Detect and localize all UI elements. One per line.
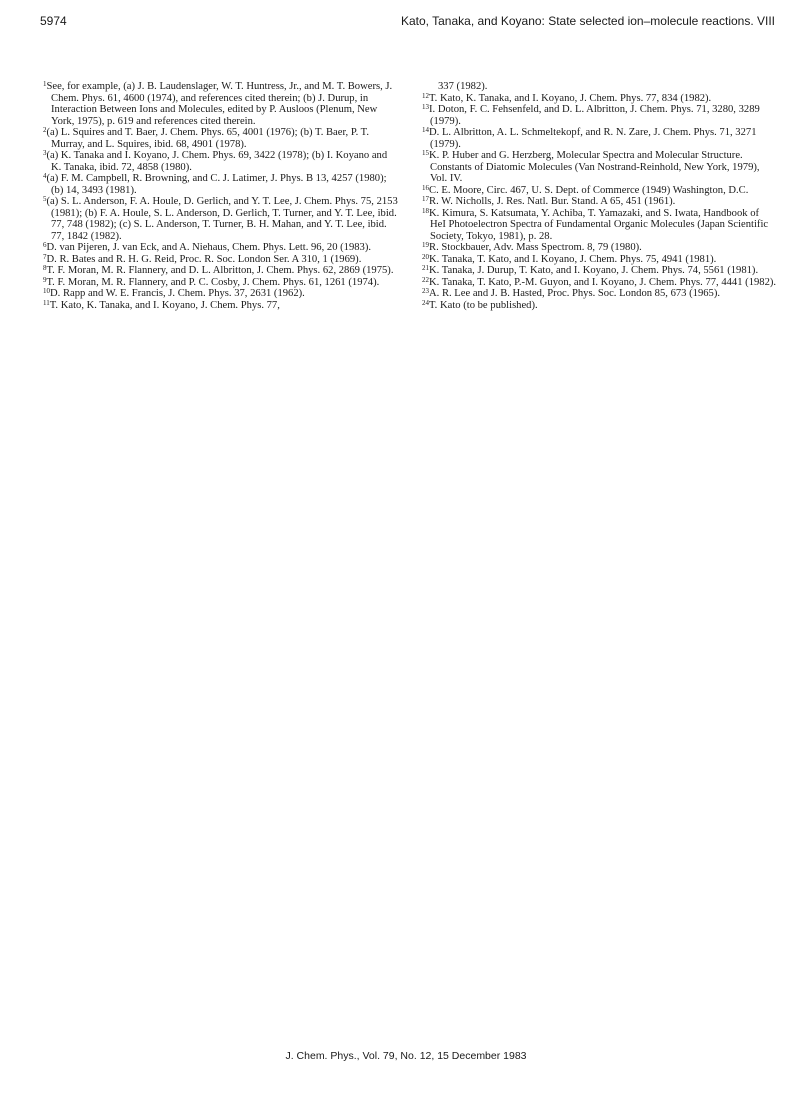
reference-item: $^{16}$C. E. Moore, Circ. 467, U. S. Dept. of Commerce (1949) Washington, D.C. bbox=[422, 183, 749, 196]
reference-item: $^{18}$K. Kimura, S. Katsumata, Y. Achiba, T. Yamazaki, and S. Iwata, Handbook of HeI Photoelectron Spectra of Fundamental Organic Molecules (Japan Scientific Society, Tokyo, 1981), p. 28. bbox=[422, 206, 769, 242]
page-number: 5974 bbox=[40, 14, 67, 28]
reference-item: $^{21}$K. Tanaka, J. Durup, T. Kato, and I. Koyano, J. Chem. Phys. 74, 5561 (1981). bbox=[422, 264, 759, 276]
reference-item: $^3$(a) K. Tanaka and I. Koyano, J. Chem. Phys. 69, 3422 (1978); (b) I. Koyano and K. Tanaka, ibid. 72, 4858 (1980). bbox=[43, 149, 388, 173]
page-header bbox=[40, 14, 775, 34]
reference-item: $^8$T. F. Moran, M. R. Flannery, and D. L. Albritton, J. Chem. Phys. 62, 2869 (1975). bbox=[43, 264, 394, 276]
reference-item: $^9$T. F. Moran, M. R. Flannery, and P. C. Cosby, J. Chem. Phys. 61, 1261 (1974). bbox=[43, 275, 380, 288]
reference-item: $^7$D. R. Bates and R. H. G. Reid, Proc. R. Soc. London Ser. A 310, 1 (1969). bbox=[43, 252, 362, 265]
reference-item: $^1$See, for example, (a) J. B. Laudenslager, W. T. Huntress, Jr., and M. T. Bowers, J. Chem. Phys. 61, 4600 (1974), and references cited therein; (b) J. Durup, in Interaction Between Ions and Molecules, edited by P. Ausloos (Plenum, New York, 1975), p. 619 and references cited therein. bbox=[43, 80, 393, 127]
reference-item: $^{23}$A. R. Lee and J. B. Hasted, Proc. Phys. Soc. London 85, 673 (1965). bbox=[422, 287, 721, 299]
reference-item: $^2$(a) L. Squires and T. Baer, J. Chem. Phys. 65, 4001 (1976); (b) T. Baer, P. T. Murray, and L. Squires, ibid. 68, 4901 (1978). bbox=[43, 126, 370, 150]
reference-item: $^{12}$T. Kato, K. Tanaka, and I. Koyano, J. Chem. Phys. 77, 834 (1982). bbox=[422, 91, 712, 104]
reference-item: $^{22}$K. Tanaka, T. Kato, P.-M. Guyon, and I. Koyano, J. Chem. Phys. 77, 4441 (1982). bbox=[422, 275, 777, 288]
reference-item: $^5$(a) S. L. Anderson, F. A. Houle, D. Gerlich, and Y. T. Lee, J. Chem. Phys. 75, 2153 (1981); (b) F. A. Houle, S. L. Anderson, D. Gerlich, T. Turner, and Y. T. Lee, ibid. 77, 748 (1982); (c) S. L. Anderson, T. Turner, B. H. Mahan, and Y. T. Lee, ibid. 77, 1842 (1982). bbox=[43, 195, 398, 242]
reference-item: $^{24}$T. Kato (to be published). bbox=[422, 298, 538, 311]
reference-continuation: 337 (1982). bbox=[438, 81, 488, 92]
reference-item: $^{11}$T. Kato, K. Tanaka, and I. Koyano, J. Chem. Phys. 77, bbox=[43, 298, 280, 311]
reference-item: $^{17}$R. W. Nicholls, J. Res. Natl. Bur. Stand. A 65, 451 (1961). bbox=[422, 195, 676, 207]
references-left-column bbox=[43, 81, 399, 311]
reference-item: $^6$D. van Pijeren, J. van Eck, and A. Niehaus, Chem. Phys. Lett. 96, 20 (1983). bbox=[43, 241, 372, 253]
reference-item: $^{20}$K. Tanaka, T. Kato, and I. Koyano, J. Chem. Phys. 75, 4941 (1981). bbox=[422, 252, 717, 265]
references-right-column bbox=[422, 81, 777, 311]
reference-item: $^{19}$R. Stockbauer, Adv. Mass Spectrom. 8, 79 (1980). bbox=[422, 241, 642, 253]
reference-item: $^{15}$K. P. Huber and G. Herzberg, Molecular Spectra and Molecular Structure. Constants of Diatomic Molecules (Van Nostrand-Reinhold, New York, 1979), Vol. IV. bbox=[422, 149, 760, 184]
reference-item: $^4$(a) F. M. Campbell, R. Browning, and C. J. Latimer, J. Phys. B 13, 4257 (1980); (b) 14, 3493 (1981). bbox=[43, 172, 387, 196]
reference-item: $^{10}$D. Rapp and W. E. Francis, J. Chem. Phys. 37, 2631 (1962). bbox=[43, 287, 305, 299]
journal-footer: J. Chem. Phys., Vol. 79, No. 12, 15 December 1983 bbox=[285, 1050, 527, 1062]
reference-item: $^{13}$I. Doton, F. C. Fehsenfeld, and D. L. Albritton, J. Chem. Phys. 71, 3280, 3289 (1979). bbox=[422, 103, 760, 127]
reference-item: $^{14}$D. L. Albritton, A. L. Schmeltekopf, and R. N. Zare, J. Chem. Phys. 71, 3271 (1979). bbox=[422, 126, 757, 150]
running-title: Kato, Tanaka, and Koyano: State selected ion–molecule reactions. VIII bbox=[400, 14, 775, 28]
